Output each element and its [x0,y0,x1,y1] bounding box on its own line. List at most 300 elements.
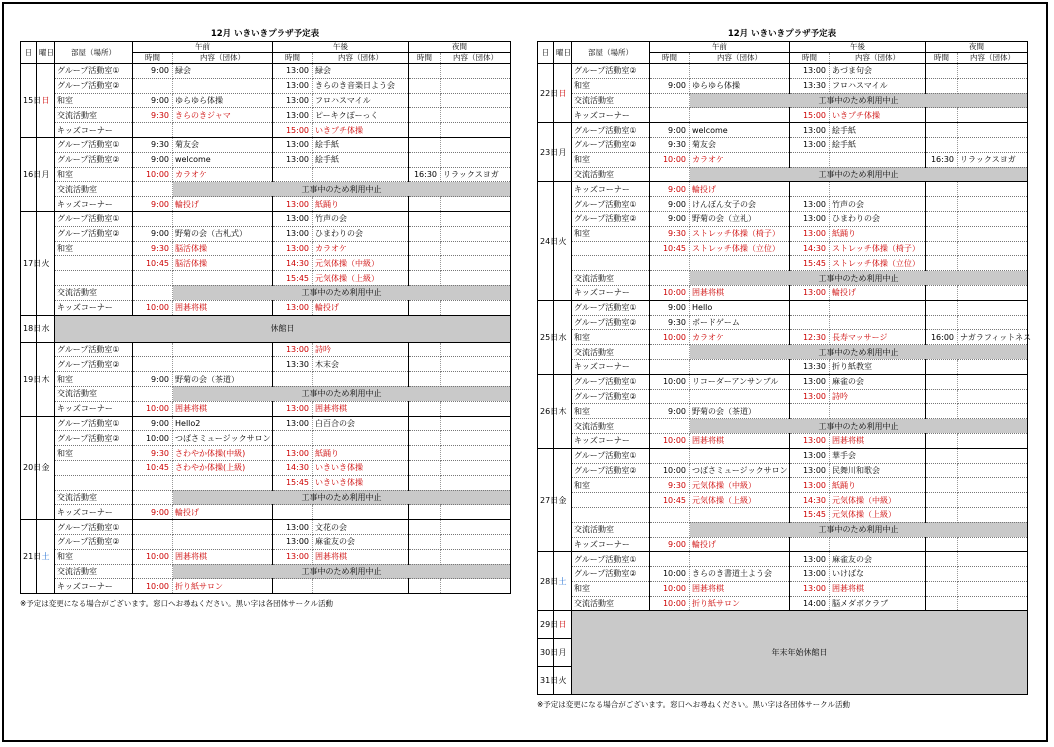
pm-time [273,579,313,594]
table-row [21,342,511,357]
pm-time: 15:45 [790,256,830,271]
room-cell: キッズコーナー [572,182,650,197]
day-cell: 20日 [21,416,37,520]
dow-cell: 金 [37,416,55,520]
room-cell: キッズコーナー [572,433,650,448]
dow-cell: 日 [37,64,55,138]
table-row [21,386,511,401]
header-dow: 曜日 [37,42,55,64]
header-day: 日 [538,42,554,64]
pm-content [313,431,409,446]
night-content [958,182,1028,197]
room-cell: 和室 [572,404,650,419]
closure-banner: 工事中のため利用中止 [173,182,511,197]
room-cell: 和室 [55,549,133,564]
header-time: 時間 [926,53,958,64]
pm-content: 竹声の会 [830,197,926,212]
pm-content [830,315,926,330]
am-content: welcome [173,152,273,167]
table-row [538,330,1028,345]
am-content: 野菊の会（古札式） [173,226,273,241]
am-time [133,211,173,226]
closure-banner: 工事中のため利用中止 [690,419,1028,434]
room-cell: グループ活動室① [572,123,650,138]
table-row [538,581,1028,596]
table-row [538,448,1028,463]
room-cell: キッズコーナー [55,300,133,315]
room-cell: 和室 [572,581,650,596]
header-time: 時間 [790,53,830,64]
room-cell: キッズコーナー [55,197,133,212]
night-content [958,493,1028,508]
am-content: きらのきジャマ [173,108,273,123]
pm-time: 12:30 [790,330,830,345]
pm-content: 紙踊り [830,478,926,493]
pm-time: 13:00 [790,226,830,241]
night-content: リラックスヨガ [958,152,1028,167]
am-content: カラオケ [690,152,790,167]
pm-time: 13:00 [273,416,313,431]
am-time [650,108,690,123]
table-row [21,416,511,431]
pm-time: 14:30 [790,493,830,508]
night-content [958,108,1028,123]
am-content: 野菊の会（茶道） [690,404,790,419]
header-dow: 曜日 [554,42,572,64]
dow-cell: 木 [37,342,55,416]
pm-time: 13:00 [273,300,313,315]
am-time: 10:00 [133,401,173,416]
pm-content: 紙踊り [313,197,409,212]
am-time: 10:45 [650,241,690,256]
dow-cell: 土 [554,552,572,611]
am-time: 9:30 [650,137,690,152]
am-content: 元気体操（中級） [690,478,790,493]
night-time [409,549,441,564]
pm-time: 13:00 [790,64,830,79]
table-row [538,478,1028,493]
day-cell: 28日 [538,552,554,611]
room-cell: キッズコーナー [55,579,133,594]
am-time: 10:00 [133,300,173,315]
pm-content: 紙踊り [313,446,409,461]
dow-cell: 土 [37,520,55,594]
pm-content: 麻雀の会 [830,374,926,389]
pm-content [830,537,926,552]
night-time [409,475,441,490]
night-content [441,256,511,271]
night-content [958,567,1028,582]
table-row [538,285,1028,300]
room-cell: 交流活動室 [572,419,650,434]
night-time [926,359,958,374]
room-cell: グループ活動室② [572,463,650,478]
night-content [441,78,511,93]
table-row [538,241,1028,256]
room-cell: グループ活動室① [55,137,133,152]
room-cell: グループ活動室② [572,315,650,330]
table-row [21,123,511,138]
room-cell: グループ活動室② [572,389,650,404]
schedule-sheet-right [537,28,1032,710]
pm-content: 囲碁将棋 [313,401,409,416]
sheet-title: 12月 いきいきプラザ予定表 [210,29,320,39]
room-cell: グループ活動室① [55,416,133,431]
dow-cell: 火 [37,211,55,315]
pm-time: 13:00 [273,78,313,93]
dow-cell: 火 [554,182,572,300]
night-content [441,123,511,138]
night-content [958,197,1028,212]
pm-time: 13:00 [790,581,830,596]
am-time [133,78,173,93]
day-cell: 23日 [538,123,554,182]
am-content: 囲碁将棋 [690,581,790,596]
day-cell: 27日 [538,448,554,552]
pm-content: 元気体操（中級） [313,256,409,271]
pm-time: 13:00 [790,552,830,567]
table-row [21,549,511,564]
pm-time: 15:00 [273,123,313,138]
closed-label: 休館日 [55,315,511,342]
night-content [958,433,1028,448]
year-end-label: 年末年始休館日 [572,611,1028,695]
pm-content: 詩吟 [830,389,926,404]
pm-content: いきプチ体操 [830,108,926,123]
pm-content: 長寿マッサージ [830,330,926,345]
pm-time: 13:30 [790,359,830,374]
night-time: 16:00 [926,330,958,345]
am-time [650,419,690,434]
table-row [21,285,511,300]
table-row [538,152,1028,167]
am-time: 10:00 [650,330,690,345]
pm-content: 木末会 [313,357,409,372]
am-content: リコーダーアンサンブル [690,374,790,389]
room-cell: 和室 [55,167,133,182]
room-cell [55,271,133,286]
pm-content: 麻雀友の会 [830,552,926,567]
table-row [538,108,1028,123]
pm-time: 13:00 [790,197,830,212]
am-content: 脳活体操 [173,241,273,256]
closure-banner: 工事中のため利用中止 [173,386,511,401]
am-time: 9:00 [133,197,173,212]
night-time [409,241,441,256]
night-time [409,211,441,226]
pm-time: 13:00 [790,463,830,478]
am-time [133,357,173,372]
night-time: 16:30 [409,167,441,182]
pm-content: 囲碁将棋 [830,433,926,448]
pm-content: フロハスマイル [313,93,409,108]
night-content [958,123,1028,138]
pm-content: きらのき音楽日よう会 [313,78,409,93]
am-content: 輪投げ [173,505,273,520]
table-row [538,567,1028,582]
night-time [409,446,441,461]
room-cell [572,241,650,256]
pm-content: 紙踊り [830,226,926,241]
pm-time: 13:00 [273,93,313,108]
night-time [926,404,958,419]
room-cell: 和室 [572,78,650,93]
table-row [538,300,1028,315]
year-end-row [538,611,1028,639]
table-row [21,211,511,226]
am-content [690,64,790,79]
closure-banner: 工事中のため利用中止 [690,522,1028,537]
am-content [173,342,273,357]
table-row [538,522,1028,537]
room-cell: 交流活動室 [55,386,133,401]
night-time [926,315,958,330]
am-content [690,389,790,404]
am-content: 緑会 [173,64,273,79]
day-cell: 26日 [538,374,554,448]
pm-content: ストレッチ体操（立位） [830,256,926,271]
am-time: 9:30 [650,315,690,330]
room-cell [572,256,650,271]
pm-content [830,152,926,167]
table-row [21,78,511,93]
night-content [958,226,1028,241]
am-time: 10:45 [133,460,173,475]
day-cell: 18日 [21,315,37,342]
pm-time: 13:00 [790,123,830,138]
table-row [21,167,511,182]
day-cell: 21日 [21,520,37,594]
am-time [650,522,690,537]
room-cell: グループ活動室② [55,431,133,446]
night-time [926,596,958,611]
am-time: 9:00 [133,372,173,387]
night-content [958,596,1028,611]
header-day: 日 [21,42,37,64]
pm-time: 13:00 [790,211,830,226]
dow-cell: 月 [554,123,572,182]
pm-time: 13:00 [790,433,830,448]
dow-cell: 月 [37,137,55,211]
table-row [21,520,511,535]
dow-cell: 日 [554,64,572,123]
am-time: 9:00 [133,93,173,108]
room-cell: グループ活動室① [55,64,133,79]
pm-content [830,300,926,315]
room-cell: 交流活動室 [55,564,133,579]
pm-content: 絵手紙 [830,137,926,152]
night-time [926,463,958,478]
pm-content: 折り紙教室 [830,359,926,374]
am-content: 菊友会 [690,137,790,152]
am-time [650,167,690,182]
night-time [409,64,441,79]
table-row [538,419,1028,434]
room-cell: 交流活動室 [572,271,650,286]
am-time: 10:00 [650,285,690,300]
pm-time: 14:30 [273,460,313,475]
am-time [650,93,690,108]
night-content [958,537,1028,552]
room-cell: グループ活動室① [55,211,133,226]
room-cell: キッズコーナー [55,401,133,416]
table-row [21,271,511,286]
table-row [21,108,511,123]
header-room: 部屋（場所） [572,42,650,64]
am-time: 10:00 [650,374,690,389]
pm-content: フロハスマイル [830,78,926,93]
am-time: 9:00 [650,404,690,419]
dow-cell: 金 [554,448,572,552]
table-row [538,137,1028,152]
pm-time [273,372,313,387]
room-cell: グループ活動室② [572,137,650,152]
table-row [21,431,511,446]
header-content: 内容（団体） [441,53,511,64]
day-cell: 19日 [21,342,37,416]
am-content: カラオケ [690,330,790,345]
night-content [441,226,511,241]
pm-time: 13:00 [790,448,830,463]
am-content [173,520,273,535]
night-content [958,389,1028,404]
night-content [441,475,511,490]
am-time: 9:00 [650,537,690,552]
pm-content: 脳メダボクラブ [830,596,926,611]
dow-cell: 日 [554,611,572,639]
header-content: 内容（団体） [958,53,1028,64]
am-content: ゆらゆら体操 [690,78,790,93]
night-time [409,256,441,271]
header-night: 夜間 [409,42,511,53]
night-content [958,359,1028,374]
am-content [690,552,790,567]
dow-cell: 月 [554,639,572,667]
am-content: ストレッチ体操（椅子） [690,226,790,241]
night-time [926,389,958,404]
night-time [926,581,958,596]
night-content: リラックスヨガ [441,167,511,182]
table-row [538,374,1028,389]
room-cell [572,507,650,522]
am-time: 9:30 [650,226,690,241]
room-cell: キッズコーナー [55,505,133,520]
am-content [173,475,273,490]
am-time [133,534,173,549]
am-time: 10:00 [650,596,690,611]
night-content [441,549,511,564]
am-time [133,564,173,579]
am-time: 10:00 [650,581,690,596]
am-content [690,359,790,374]
closure-banner: 工事中のため利用中止 [690,167,1028,182]
am-content [173,211,273,226]
room-cell [55,475,133,490]
pm-time: 13:00 [273,534,313,549]
room-cell: グループ活動室② [55,226,133,241]
night-time [409,401,441,416]
room-cell: グループ活動室② [55,152,133,167]
am-time: 9:00 [133,416,173,431]
table-row [21,137,511,152]
night-time [926,300,958,315]
room-cell: 交流活動室 [55,490,133,505]
night-time [926,182,958,197]
am-content [690,507,790,522]
table-row [538,596,1028,611]
night-content [958,404,1028,419]
day-cell: 24日 [538,182,554,300]
am-content: カラオケ [173,167,273,182]
night-time [926,241,958,256]
am-time [650,552,690,567]
night-content [958,137,1028,152]
am-content: 囲碁将棋 [173,549,273,564]
night-time [409,460,441,475]
am-time [133,182,173,197]
pm-content: 元気体操（上級） [313,271,409,286]
table-row [538,182,1028,197]
am-content: さわやか体操(上級) [173,460,273,475]
am-time: 9:00 [650,211,690,226]
table-row [538,345,1028,360]
am-time: 9:00 [133,505,173,520]
schedule-table [537,41,1032,695]
am-content: 菊友会 [173,137,273,152]
pm-content: 詩吟 [313,342,409,357]
night-time [409,372,441,387]
am-time: 9:00 [133,64,173,79]
am-time: 10:00 [650,463,690,478]
night-time [409,271,441,286]
pm-content [830,404,926,419]
closure-banner: 工事中のため利用中止 [173,564,511,579]
night-time [409,431,441,446]
night-time [926,552,958,567]
am-content: つばさミュージックサロン [690,463,790,478]
pm-time: 13:00 [273,549,313,564]
table-row [538,93,1028,108]
dow-cell: 水 [37,315,55,342]
night-content [441,211,511,226]
night-content [441,64,511,79]
night-time [926,137,958,152]
night-content [441,416,511,431]
am-time: 9:00 [650,123,690,138]
room-cell [55,460,133,475]
night-content [958,256,1028,271]
night-time [409,108,441,123]
am-time: 9:30 [133,137,173,152]
pm-content: 華手会 [830,448,926,463]
room-cell: グループ活動室① [55,520,133,535]
am-content: 囲碁将棋 [173,300,273,315]
am-content [173,534,273,549]
table-row [21,256,511,271]
pm-time: 13:00 [273,401,313,416]
am-time: 10:00 [650,433,690,448]
night-content [958,448,1028,463]
pm-time: 13:00 [273,108,313,123]
schedule-sheet-left [20,28,510,609]
table-row [21,475,511,490]
am-content: 輪投げ [690,537,790,552]
room-cell: 交流活動室 [572,596,650,611]
footnote: ※予定は変更になる場合がございます。窓口へお尋ねください。黒い字は各団体サークル活動 [20,599,333,609]
room-cell: キッズコーナー [572,285,650,300]
room-cell: グループ活動室① [55,342,133,357]
night-time [926,226,958,241]
